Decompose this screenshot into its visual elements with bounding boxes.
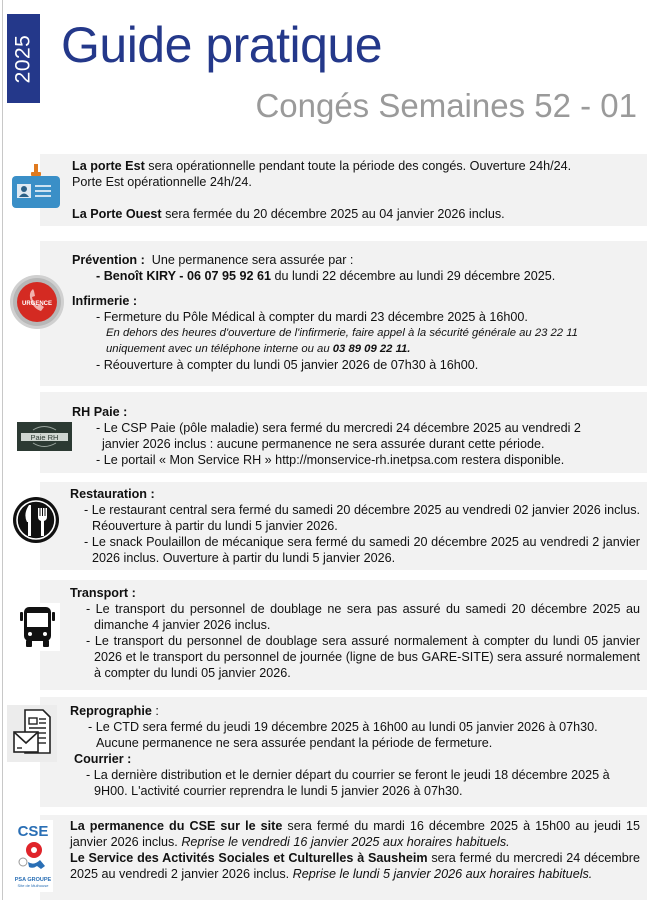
reprographie-title: Reprographie — [70, 704, 152, 718]
infirmerie-reouverture: - Réouverture à compter du lundi 05 janvier 2026 de 07h30 à 16h00. — [96, 358, 479, 372]
reprographie-item-1: - Le CTD sera fermé du jeudi 19 décembre 2025 à 16h00 au lundi 05 janvier 2026 à 07h30. Aucune permanence ne sera assurée pendant la période de fermeture. — [88, 720, 598, 750]
urgence-text — [72, 252, 642, 373]
svg-text:URGENCE: URGENCE — [21, 301, 53, 307]
page-left-rule — [2, 0, 3, 900]
restauration-title: Restauration : — [70, 487, 155, 501]
bus-icon — [15, 603, 60, 651]
reprographie-title-suffix: : — [151, 704, 159, 718]
transport-text — [70, 585, 640, 681]
restauration-text — [70, 486, 640, 566]
infirmerie-note-1: En dehors des heures d'ouverture de l'infirmerie, faire appel à la sécurité générale au 23 22 11 — [106, 327, 578, 339]
rh-text — [72, 404, 642, 468]
fork-knife-icon — [12, 496, 60, 549]
page-title: Guide pratique — [61, 17, 383, 73]
prevention-title: Prévention : — [72, 253, 145, 267]
document-mail-icon — [7, 705, 57, 762]
prevention-dates: du lundi 22 décembre au lundi 29 décembre 2025. — [271, 269, 556, 283]
id-badge-icon — [11, 164, 61, 214]
svg-text:PSA GROUPE: PSA GROUPE — [14, 877, 52, 883]
portes-text — [72, 158, 642, 222]
rh-title: RH Paie : — [72, 405, 128, 419]
porte-est-text: sera opérationnelle pendant toute la période des congés. Ouverture 24h/24. — [144, 159, 572, 173]
asc-label: Le Service des Activités Sociales et Culturelles à Sausheim — [70, 851, 428, 865]
cse-text — [70, 818, 640, 882]
cse-permanence-text: sera fermé du mardi 16 décembre 2025 à 15h00 au jeudi 15 janvier 2026 inclus. — [70, 819, 640, 849]
svg-text:CSE: CSE — [17, 823, 49, 840]
transport-title: Transport : — [70, 586, 136, 600]
asc-reprise: Reprise le lundi 5 janvier 2026 aux horaires habituels. — [292, 867, 593, 881]
restauration-item-2: - Le snack Poulaillon de mécanique sera fermé du samedi 20 décembre 2025 au vendredi 2 janvier 2026 inclus. Ouverture à partir du lundi 5 janvier 2026. — [84, 535, 640, 565]
porte-ouest-label: La Porte Ouest — [72, 207, 162, 221]
year-label: 2025 — [11, 34, 35, 83]
reprographie-text — [70, 703, 640, 799]
rh-line-1: - Le CSP Paie (pôle maladie) sera fermé du mercredi 24 décembre 2025 au vendredi 2 — [96, 421, 581, 435]
prevention-contact: - Benoît KIRY - 06 07 95 92 61 — [96, 269, 271, 283]
infirmerie-note-2: uniquement avec un téléphone interne ou au — [106, 343, 333, 355]
rh-line-1b: janvier 2026 inclus : aucune permanence ne sera assurée durant cette période. — [102, 437, 545, 451]
courrier-title: Courrier : — [74, 752, 132, 766]
porte-est-line2: Porte Est opérationnelle 24h/24. — [72, 175, 252, 189]
transport-item-1: - Le transport du personnel de doublage ne sera pas assuré du samedi 20 décembre 2025 au dimanche 4 janvier 2026 inclus. — [86, 602, 640, 632]
porte-ouest-text: sera fermée du 20 décembre 2025 au 04 janvier 2026 inclus. — [161, 207, 505, 221]
transport-item-2: - Le transport du personnel de doublage sera assuré normalement à compter du lundi 05 janvier 2026 et le transport du personnel de journée (ligne de bus GARE-SITE) sera assuré normalement à compter du lundi 05 janvier 2026. — [86, 634, 640, 680]
porte-est-label: La porte Est — [72, 159, 145, 173]
asc-text: sera fermé du mercredi 24 décembre 2025 au vendredi 2 janvier 2026 inclus. — [70, 851, 640, 881]
courrier-item: - La dernière distribution et le dernier départ du courrier se feront le jeudi 18 décembre 2025 à 9H00. L'activité courrier reprendra le lundi 5 janvier 2026 à 07h30. — [86, 768, 610, 798]
prevention-text: Une permanence sera assurée par : — [144, 253, 354, 267]
svg-text:Site de Mulhouse: Site de Mulhouse — [17, 883, 49, 888]
infirmerie-fermeture: - Fermeture du Pôle Médical à compter du mardi 23 décembre 2025 à 16h00. — [96, 310, 528, 324]
cse-permanence-label: La permanence du CSE sur le site — [70, 819, 283, 833]
infirmerie-phone: 03 89 09 22 11. — [332, 343, 411, 355]
restauration-item-1: - Le restaurant central sera fermé du samedi 20 décembre 2025 au vendredi 02 janvier 2026 inclus. Réouverture à partir du lundi 5 janvier 2026. — [84, 503, 640, 533]
year-tab — [7, 14, 40, 103]
cse-logo-icon — [13, 820, 53, 892]
urgence-phone-icon — [9, 274, 65, 335]
paie-rh-icon — [17, 422, 72, 451]
page-subtitle: Congés Semaines 52 - 01 — [255, 87, 637, 124]
rh-portail: - Le portail « Mon Service RH » http://monservice-rh.inetpsa.com restera disponible. — [96, 453, 565, 467]
cse-permanence-reprise: Reprise le vendredi 16 janvier 2025 aux horaires habituels. — [181, 835, 510, 849]
infirmerie-title: Infirmerie : — [72, 294, 138, 308]
svg-text:Paie RH: Paie RH — [30, 433, 59, 442]
